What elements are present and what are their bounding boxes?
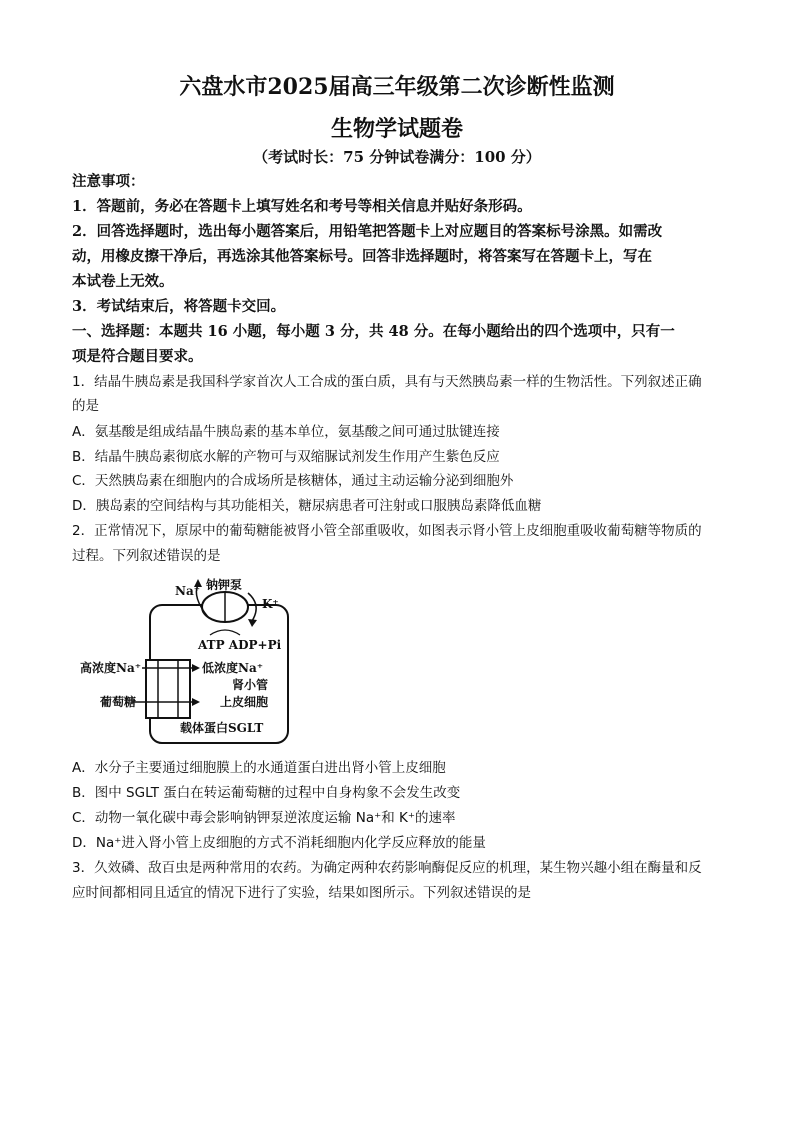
q2-stem-line-2: 过程。下列叙述错误的是 bbox=[72, 548, 221, 564]
section-heading-line-2: 项是符合题目要求。 bbox=[72, 348, 203, 365]
q3-stem-line-2: 应时间都相同且适宜的情况下进行了实验，结果如图所示。下列叙述错误的是 bbox=[72, 885, 531, 901]
notice-heading: 注意事项： bbox=[72, 173, 145, 190]
na-cotransport-arrowhead bbox=[192, 664, 200, 672]
notice-item-3: 3．考试结束后，将答题卡交回。 bbox=[72, 298, 286, 315]
cell-label-line-1: 肾小管 bbox=[232, 678, 269, 692]
q1-option-a: A．氨基酸是组成结晶牛胰岛素的基本单位，氨基酸之间可通过肽键连接 bbox=[72, 424, 500, 440]
q1-option-c: C．天然胰岛素在细胞内的合成场所是核糖体，通过主动运输分泌到细胞外 bbox=[72, 473, 514, 489]
exam-title: 六盘水市2025届高三年级第二次诊断性监测 bbox=[179, 74, 615, 100]
high-na-label: 高浓度Na⁺ bbox=[80, 661, 142, 675]
section-heading-line-1: 一、选择题：本题共 16 小题，每小题 3 分，共 48 分。在每小题给出的四个选项中，只有一 bbox=[72, 323, 675, 340]
pump-label: 钠钾泵 bbox=[206, 578, 243, 592]
k-influx-arrow bbox=[248, 593, 256, 621]
q2-stem-line-1: 2．正常情况下，原尿中的葡萄糖能被肾小管全部重吸收，如图表示肾小管上皮细胞重吸收葡萄糖等物质的 bbox=[72, 523, 702, 539]
exam-subtitle: 生物学试题卷 bbox=[330, 116, 463, 142]
kidney-tubule-cell-diagram bbox=[80, 575, 320, 750]
notice-item-2-line-1: 2．回答选择题时，选出每小题答案后，用铅笔把答题卡上对应题目的答案标号涂黑。如需改 bbox=[72, 223, 663, 240]
k-influx-arrowhead bbox=[248, 619, 257, 627]
notice-item-2-line-3: 本试卷上无效。 bbox=[72, 273, 174, 290]
cell-label-line-2: 上皮细胞 bbox=[220, 695, 269, 709]
q3-stem-line-1: 3．久效磷、敌百虫是两种常用的农药。为确定两种农药影响酶促反应的机理，某生物兴趣小组在酶量和反 bbox=[72, 860, 702, 876]
carrier-label: 载体蛋白SGLT bbox=[180, 721, 264, 735]
k-out-label: K⁺ bbox=[262, 597, 279, 611]
q2-option-c: C．动物一氧化碳中毒会影响钠钾泵逆浓度运输 Na⁺和 K⁺的速率 bbox=[72, 810, 456, 826]
q2-option-a: A．水分子主要通过细胞膜上的水通道蛋白进出肾小管上皮细胞 bbox=[72, 760, 446, 776]
q1-option-b: B．结晶牛胰岛素彻底水解的产物可与双缩脲试剂发生作用产生紫色反应 bbox=[72, 449, 500, 465]
q2-option-b: B．图中 SGLT 蛋白在转运葡萄糖的过程中自身构象不会发生改变 bbox=[72, 785, 461, 801]
exam-info: （考试时长：75 分钟试卷满分：100 分） bbox=[253, 148, 541, 166]
low-na-label: 低浓度Na⁺ bbox=[202, 661, 264, 675]
q1-stem-line-2: 的是 bbox=[72, 398, 99, 414]
atp-label: ATP ADP+Pi bbox=[198, 638, 282, 652]
notice-item-1: 1．答题前，务必在答题卡上填写姓名和考号等相关信息并贴好条形码。 bbox=[72, 198, 532, 215]
atp-hydrolysis-arrow bbox=[210, 630, 240, 635]
q1-option-d: D．胰岛素的空间结构与其功能相关，糖尿病患者可注射或口服胰岛素降低血糖 bbox=[72, 498, 542, 514]
glucose-cotransport-arrowhead bbox=[192, 698, 200, 706]
q1-stem-line-1: 1．结晶牛胰岛素是我国科学家首次人工合成的蛋白质，具有与天然胰岛素一样的生物活性。下列叙述正确 bbox=[72, 374, 702, 390]
glucose-label: 葡萄糖 bbox=[100, 695, 137, 709]
q2-option-d: D．Na⁺进入肾小管上皮细胞的方式不消耗细胞内化学反应释放的能量 bbox=[72, 835, 486, 851]
na-out-label: Na⁺ bbox=[175, 584, 201, 598]
notice-item-2-line-2: 动，用橡皮擦干净后，再选涂其他答案标号。回答非选择题时，将答案写在答题卡上，写在 bbox=[72, 248, 652, 265]
